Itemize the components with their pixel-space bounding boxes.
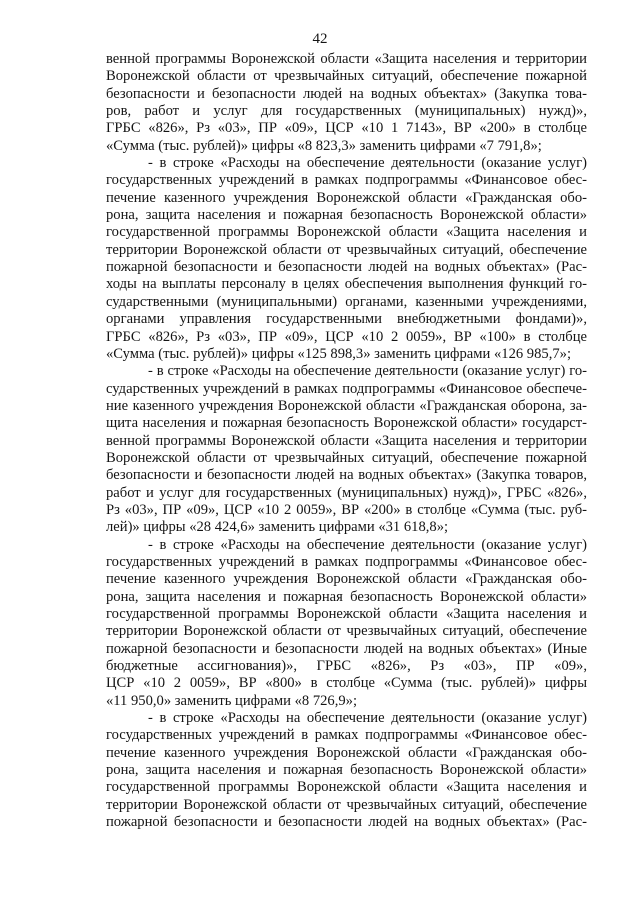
text-line: печение казенного учреждения Воронежской области «Гражданская обо- bbox=[106, 189, 587, 206]
text-line: территории Воронежской области от чрезвычайных ситуаций, обеспечение bbox=[106, 241, 587, 258]
text-line: - в строке «Расходы на обеспечение деятельности (оказание услуг) bbox=[148, 155, 587, 172]
text-line: «Сумма (тыс. рублей)» цифры «8 823,3» заменить цифрами «7 791,8»; bbox=[106, 137, 542, 154]
text-line: венной программы Воронежской области «Защита населения и территории bbox=[106, 51, 587, 67]
text-line: рона, защита населения и пожарная безопасность Воронежской области» bbox=[106, 762, 587, 779]
text-line: сударственных учреждений в рамках подпрограммы «Финансовое обеспече- bbox=[106, 380, 587, 397]
text-line: - в строке «Расходы на обеспечение деятельности (оказание услуг) bbox=[148, 536, 587, 553]
text-line: сударственными (муниципальными) органами, казенными учреждениями, bbox=[106, 293, 587, 310]
text-line: безопасности и безопасности людей на водных объектах» (Закупка това- bbox=[106, 85, 587, 102]
text-line: пожарной безопасности и безопасности людей на водных объектах» (Рас- bbox=[106, 259, 587, 276]
text-line: государственных учреждений в рамках подпрограммы «Финансовое обес- bbox=[106, 553, 587, 570]
text-line: ров, работ и услуг для государственных (муниципальных) нужд)», bbox=[106, 103, 587, 120]
text-line: лей)» цифры «28 424,6» заменить цифрами «31 618,8»; bbox=[106, 519, 449, 536]
text-line: - в строке «Расходы на обеспечение деятельности (оказание услуг) bbox=[148, 710, 587, 727]
text-line: Воронежской области от чрезвычайных ситуаций, обеспечение пожарной bbox=[106, 68, 587, 85]
text-line: «Сумма (тыс. рублей)» цифры «125 898,3» заменить цифрами «126 985,7»; bbox=[106, 345, 571, 362]
text-line: венной программы Воронежской области «Защита населения и территории bbox=[106, 432, 587, 449]
text-line: государственной программы Воронежской области «Защита населения и bbox=[106, 606, 587, 622]
text-line: ГРБС «826», Рз «03», ПР «09», ЦСР «10 2 0059», ВР «100» в столбце bbox=[106, 328, 587, 345]
text-line: бюджетные ассигнования)», ГРБС «826», Рз «03», ПР «09», bbox=[106, 658, 587, 675]
text-line: государственной программы Воронежской области «Защита населения и bbox=[106, 224, 587, 241]
text-line: - в строке «Расходы на обеспечение деятельности (оказание услуг) го- bbox=[148, 363, 587, 380]
text-line: органами управления государственными внебюджетными фондами)», bbox=[106, 311, 587, 328]
text-line: Рз «03», ПР «09», ЦСР «10 2 0059», ВР «200» в столбце «Сумма (тыс. руб- bbox=[106, 501, 587, 518]
text-line: Воронежской области от чрезвычайных ситуаций, обеспечение пожарной bbox=[106, 449, 587, 466]
text-line: щита населения и пожарная безопасность Воронежской области» государст- bbox=[106, 415, 587, 432]
page-number: 42 bbox=[312, 31, 328, 47]
body-text bbox=[106, 51, 587, 831]
text-line: ходы на выплаты персоналу в целях обеспечения выполнения функций го- bbox=[106, 276, 587, 293]
text-line: ГРБС «826», Рз «03», ПР «09», ЦСР «10 1 7143», ВР «200» в столбце bbox=[106, 120, 587, 137]
text-line: рона, защита населения и пожарная безопасность Воронежской области» bbox=[106, 588, 587, 605]
text-line: государственных учреждений в рамках подпрограммы «Финансовое обес- bbox=[106, 172, 587, 189]
text-line: территории Воронежской области от чрезвычайных ситуаций, обеспечение bbox=[106, 623, 587, 640]
text-line: государственных учреждений в рамках подпрограммы «Финансовое обес- bbox=[106, 727, 587, 744]
text-line: пожарной безопасности и безопасности людей на водных объектах» (Иные bbox=[106, 640, 587, 657]
text-line: территории Воронежской области от чрезвычайных ситуаций, обеспечение bbox=[106, 796, 587, 813]
text-line: пожарной безопасности и безопасности людей на водных объектах» (Рас- bbox=[106, 814, 587, 831]
text-line: «11 950,0» заменить цифрами «8 726,9»; bbox=[106, 692, 358, 709]
text-line: ЦСР «10 2 0059», ВР «800» в столбце «Сумма (тыс. рублей)» цифры bbox=[106, 675, 587, 692]
text-line: безопасности и безопасности людей на водных объектах» (Закупка товаров, bbox=[106, 467, 587, 484]
text-line: печение казенного учреждения Воронежской области «Гражданская обо- bbox=[106, 571, 587, 588]
text-line: государственной программы Воронежской области «Защита населения и bbox=[106, 779, 587, 796]
text-line: работ и услуг для государственных (муниципальных) нужд)», ГРБС «826», bbox=[106, 484, 587, 501]
text-line: ние казенного учреждения Воронежской области «Гражданская оборона, за- bbox=[106, 397, 587, 414]
text-line: печение казенного учреждения Воронежской области «Гражданская обо- bbox=[106, 744, 587, 761]
text-line: рона, защита населения и пожарная безопасность Воронежской области» bbox=[106, 207, 587, 224]
